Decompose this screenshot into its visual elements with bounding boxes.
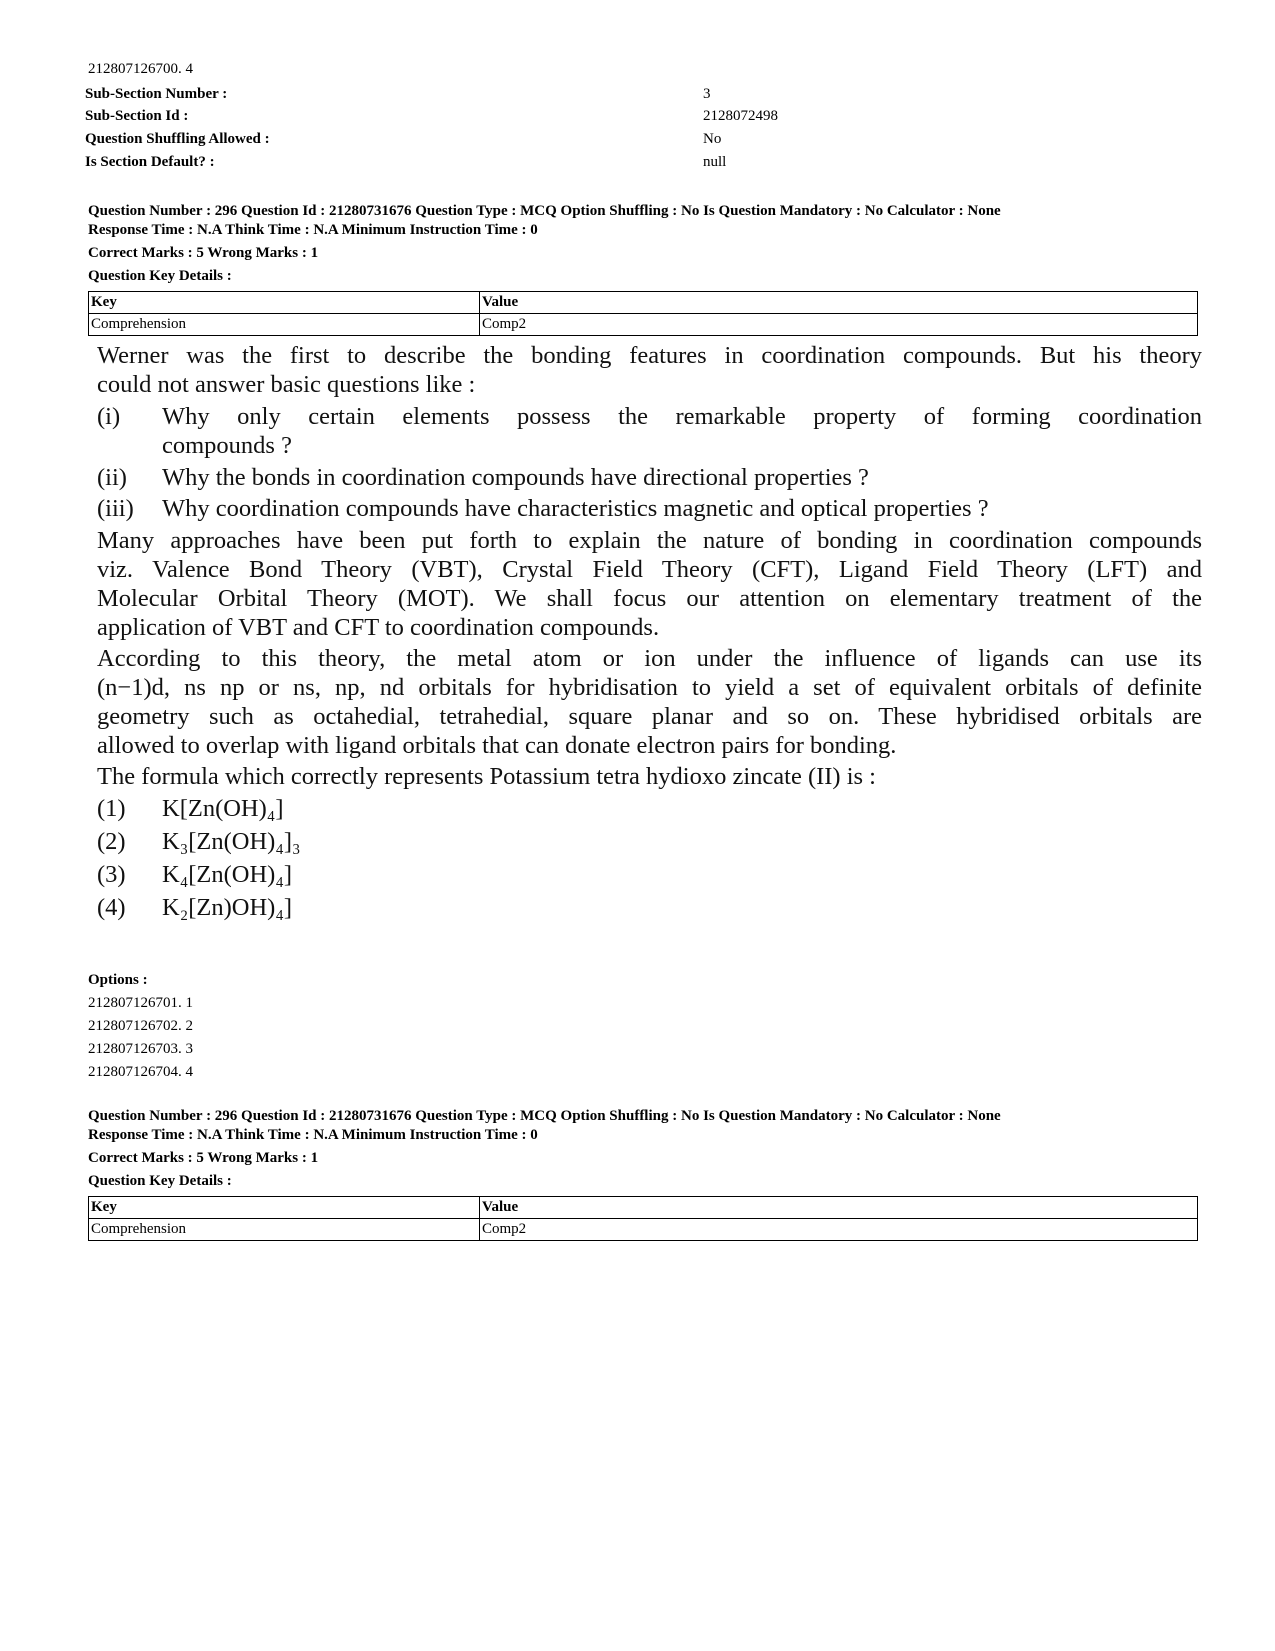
passage-para3-line-2: (n−1)d, ns np or ns, np, nd orbitals for hybridisation to yield a set of equivalent orbitals of definite bbox=[97, 674, 1202, 701]
table-header-key: Key bbox=[89, 292, 480, 314]
sub-question-i-line-1: Why only certain elements possess the remarkable property of forming coordination bbox=[162, 403, 1202, 430]
choice-2-formula: K₃[Zn(OH)₄]₃ bbox=[162, 828, 301, 855]
question-shuffling-value: No bbox=[703, 131, 722, 147]
question-key-table bbox=[88, 291, 1198, 336]
choice-3-number: (3) bbox=[97, 861, 126, 888]
table-cell-key: Comprehension bbox=[89, 314, 480, 336]
table-header-value: Value bbox=[480, 292, 1198, 314]
passage-para2-line-3: Molecular Orbital Theory (MOT). We shall focus our attention on elementary treatment of the bbox=[97, 585, 1202, 612]
choice-2-number: (2) bbox=[97, 828, 126, 855]
question-key-table bbox=[88, 1196, 1198, 1241]
sub-question-i-number: (i) bbox=[97, 403, 121, 430]
table-header-key: Key bbox=[89, 1197, 480, 1219]
passage-para2-line-2: viz. Valence Bond Theory (VBT), Crystal Field Theory (CFT), Ligand Field Theory (LFT) and bbox=[97, 556, 1202, 583]
table-cell-key: Comprehension bbox=[89, 1219, 480, 1241]
subsection-number-value: 3 bbox=[703, 86, 711, 102]
option-item: 212807126704. 4 bbox=[88, 1064, 193, 1080]
subsection-id-value: 2128072498 bbox=[703, 108, 778, 124]
table-header-row bbox=[89, 292, 1198, 314]
question-meta-line-1: Question Number : 296 Question Id : 21280731676 Question Type : MCQ Option Shuffling : No Is Question Mandatory : No Calculator : None bbox=[88, 203, 1001, 219]
table-row bbox=[89, 1219, 1198, 1241]
passage-question-line: The formula which correctly represents Potassium tetra hydioxo zincate (II) is : bbox=[97, 763, 876, 790]
passage-para3-line-3: geometry such as octahedial, tetrahedial, square planar and so on. These hybridised orbitals are bbox=[97, 703, 1202, 730]
choice-1-formula: K[Zn(OH)₄] bbox=[162, 795, 284, 822]
passage-para3-line-4: allowed to overlap with ligand orbitals that can donate electron pairs for bonding. bbox=[97, 732, 897, 759]
table-header-value: Value bbox=[480, 1197, 1198, 1219]
question-marks: Correct Marks : 5 Wrong Marks : 1 bbox=[88, 245, 319, 261]
sub-question-i-line-2: compounds ? bbox=[162, 432, 292, 459]
options-label: Options : bbox=[88, 972, 148, 988]
table-cell-value: Comp2 bbox=[480, 314, 1198, 336]
question-shuffling-label: Question Shuffling Allowed : bbox=[85, 131, 270, 147]
question-key-details-label: Question Key Details : bbox=[88, 268, 232, 284]
question-key-details-label: Question Key Details : bbox=[88, 1173, 232, 1189]
option-item: 212807126701. 1 bbox=[88, 995, 193, 1011]
question-meta-line-1: Question Number : 296 Question Id : 21280731676 Question Type : MCQ Option Shuffling : No Is Question Mandatory : No Calculator : None bbox=[88, 1108, 1001, 1124]
section-default-value: null bbox=[703, 154, 727, 170]
question-meta-line-2: Response Time : N.A Think Time : N.A Minimum Instruction Time : 0 bbox=[88, 222, 538, 238]
subsection-id-label: Sub-Section Id : bbox=[85, 108, 189, 124]
table-row bbox=[89, 314, 1198, 336]
table-header-row bbox=[89, 1197, 1198, 1219]
sub-question-iii-text: Why coordination compounds have characteristics magnetic and optical properties ? bbox=[162, 495, 989, 522]
choice-1-number: (1) bbox=[97, 795, 126, 822]
passage-intro-line-2: could not answer basic questions like : bbox=[97, 371, 476, 398]
passage-intro-line-1: Werner was the first to describe the bonding features in coordination compounds. But his theory bbox=[97, 342, 1202, 369]
passage-para3-line-1: According to this theory, the metal atom or ion under the influence of ligands can use its bbox=[97, 645, 1202, 672]
table-cell-value: Comp2 bbox=[480, 1219, 1198, 1241]
passage-para2-line-4: application of VBT and CFT to coordination compounds. bbox=[97, 614, 660, 641]
sub-question-ii-text: Why the bonds in coordination compounds have directional properties ? bbox=[162, 464, 869, 491]
section-default-label: Is Section Default? : bbox=[85, 154, 215, 170]
choice-3-formula: K₄[Zn(OH)₄] bbox=[162, 861, 293, 888]
question-meta-line-2: Response Time : N.A Think Time : N.A Minimum Instruction Time : 0 bbox=[88, 1127, 538, 1143]
sub-question-ii-number: (ii) bbox=[97, 464, 127, 491]
previous-option-line: 212807126700. 4 bbox=[88, 61, 193, 77]
sub-question-iii-number: (iii) bbox=[97, 495, 134, 522]
comprehension-passage bbox=[97, 340, 1202, 930]
option-item: 212807126702. 2 bbox=[88, 1018, 193, 1034]
option-item: 212807126703. 3 bbox=[88, 1041, 193, 1057]
choice-4-formula: K₂[Zn)OH)₄] bbox=[162, 894, 293, 921]
subsection-number-label: Sub-Section Number : bbox=[85, 86, 228, 102]
choice-4-number: (4) bbox=[97, 894, 126, 921]
passage-para2-line-1: Many approaches have been put forth to explain the nature of bonding in coordination compounds bbox=[97, 527, 1202, 554]
question-marks: Correct Marks : 5 Wrong Marks : 1 bbox=[88, 1150, 319, 1166]
